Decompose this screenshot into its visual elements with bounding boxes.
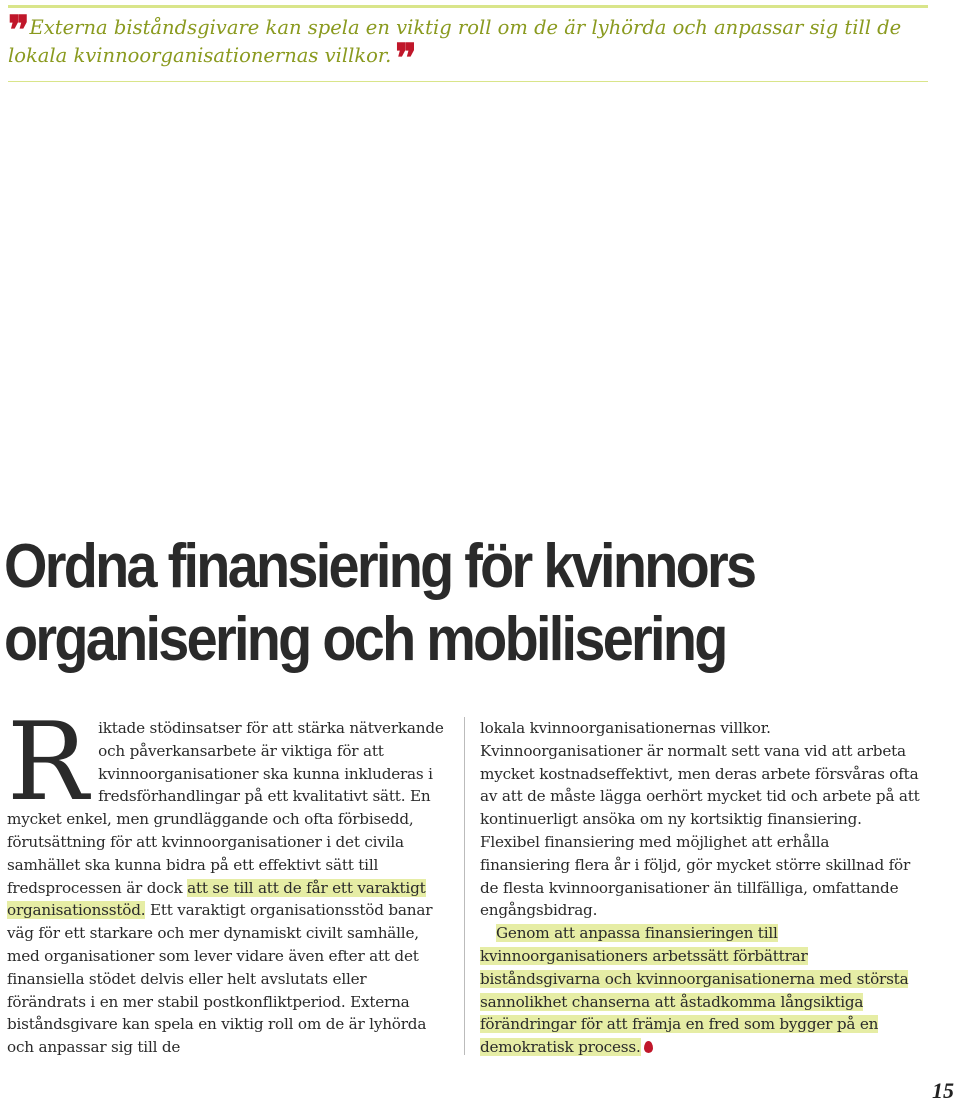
close-quote-icon: ❞ xyxy=(395,35,417,82)
pull-quote-text: Externa biståndsgivare kan spela en viktig roll om de är lyhörda och anpassar sig till de lokala kvinnoorganisationernas villkor. xyxy=(8,16,902,67)
right-paragraph-2 xyxy=(480,922,920,1059)
page-number: 15 xyxy=(932,1078,954,1103)
quote-rule xyxy=(8,81,928,82)
open-quote-icon: ❞ xyxy=(8,7,30,54)
left-rest-text: Ett varaktigt organisationsstöd banar väg för ett starkare och mer dynamiskt civilt samhälle, med organisationer som lever vidare även efter att det finansiella stödet delvis eller helt avslutats eller förändrats i en mer stabil postkonfliktperiod. Externa biståndsgivare kan spela en viktig roll om de är lyhörda och anpassar sig till de xyxy=(7,901,433,1057)
right-paragraph-1: lokala kvinnoorganisationernas villkor. Kvinnoorganisationer är normalt sett vana vid att arbeta mycket kostnadseffektivt, men deras arbete försvåras ofta av att de måste lägga oerhört mycket tid och arbete på att kontinuerligt ansöka om ny kortsiktig finansiering. Flexibel finansiering med möjlighet att erhålla finansiering flera år i följd, gör mycket större skillnad för de flesta kvinnoorganisationer än tillfälliga, omfattande engångsbidrag. xyxy=(480,719,920,920)
left-highlight-text: att se till att de får ett varaktigt organisationsstöd. xyxy=(7,878,426,920)
pull-quote xyxy=(8,7,928,82)
right-column xyxy=(480,717,920,1059)
left-intro-text: iktade stödinsatser för att stärka nätverkande och påverkansarbete är viktiga för att kvinnoorganisationer ska kunna inkluderas i fredsförhandlingar på ett kvalitativt sätt. En mycket enkel, men grundläggande och ofta förbisedd, förutsättning för att kvinnoorganisationer i det civila samhället ska kunna bidra på ett effektivt sätt till fredsprocessen är dock xyxy=(7,719,444,897)
column-divider xyxy=(464,717,465,1055)
left-column xyxy=(7,700,447,1059)
title-line-2: organisering och mobilisering xyxy=(4,605,726,674)
page-title xyxy=(4,530,832,676)
drop-cap: R xyxy=(7,700,89,825)
drop-icon xyxy=(644,1041,653,1053)
left-paragraph xyxy=(7,700,447,1059)
title-line-1: Ordna finansiering för kvinnors xyxy=(4,532,755,601)
right-highlight-text: Genom att anpassa finansieringen till kvinnoorganisationers arbetssätt förbättrar biståndsgivarna och kvinnoorganisationerna med största sannolikhet chanserna att åstadkomma långsiktiga förändringar för att främja en fred som bygger på en demokratisk process. xyxy=(480,924,909,1057)
top-rule xyxy=(8,5,928,8)
